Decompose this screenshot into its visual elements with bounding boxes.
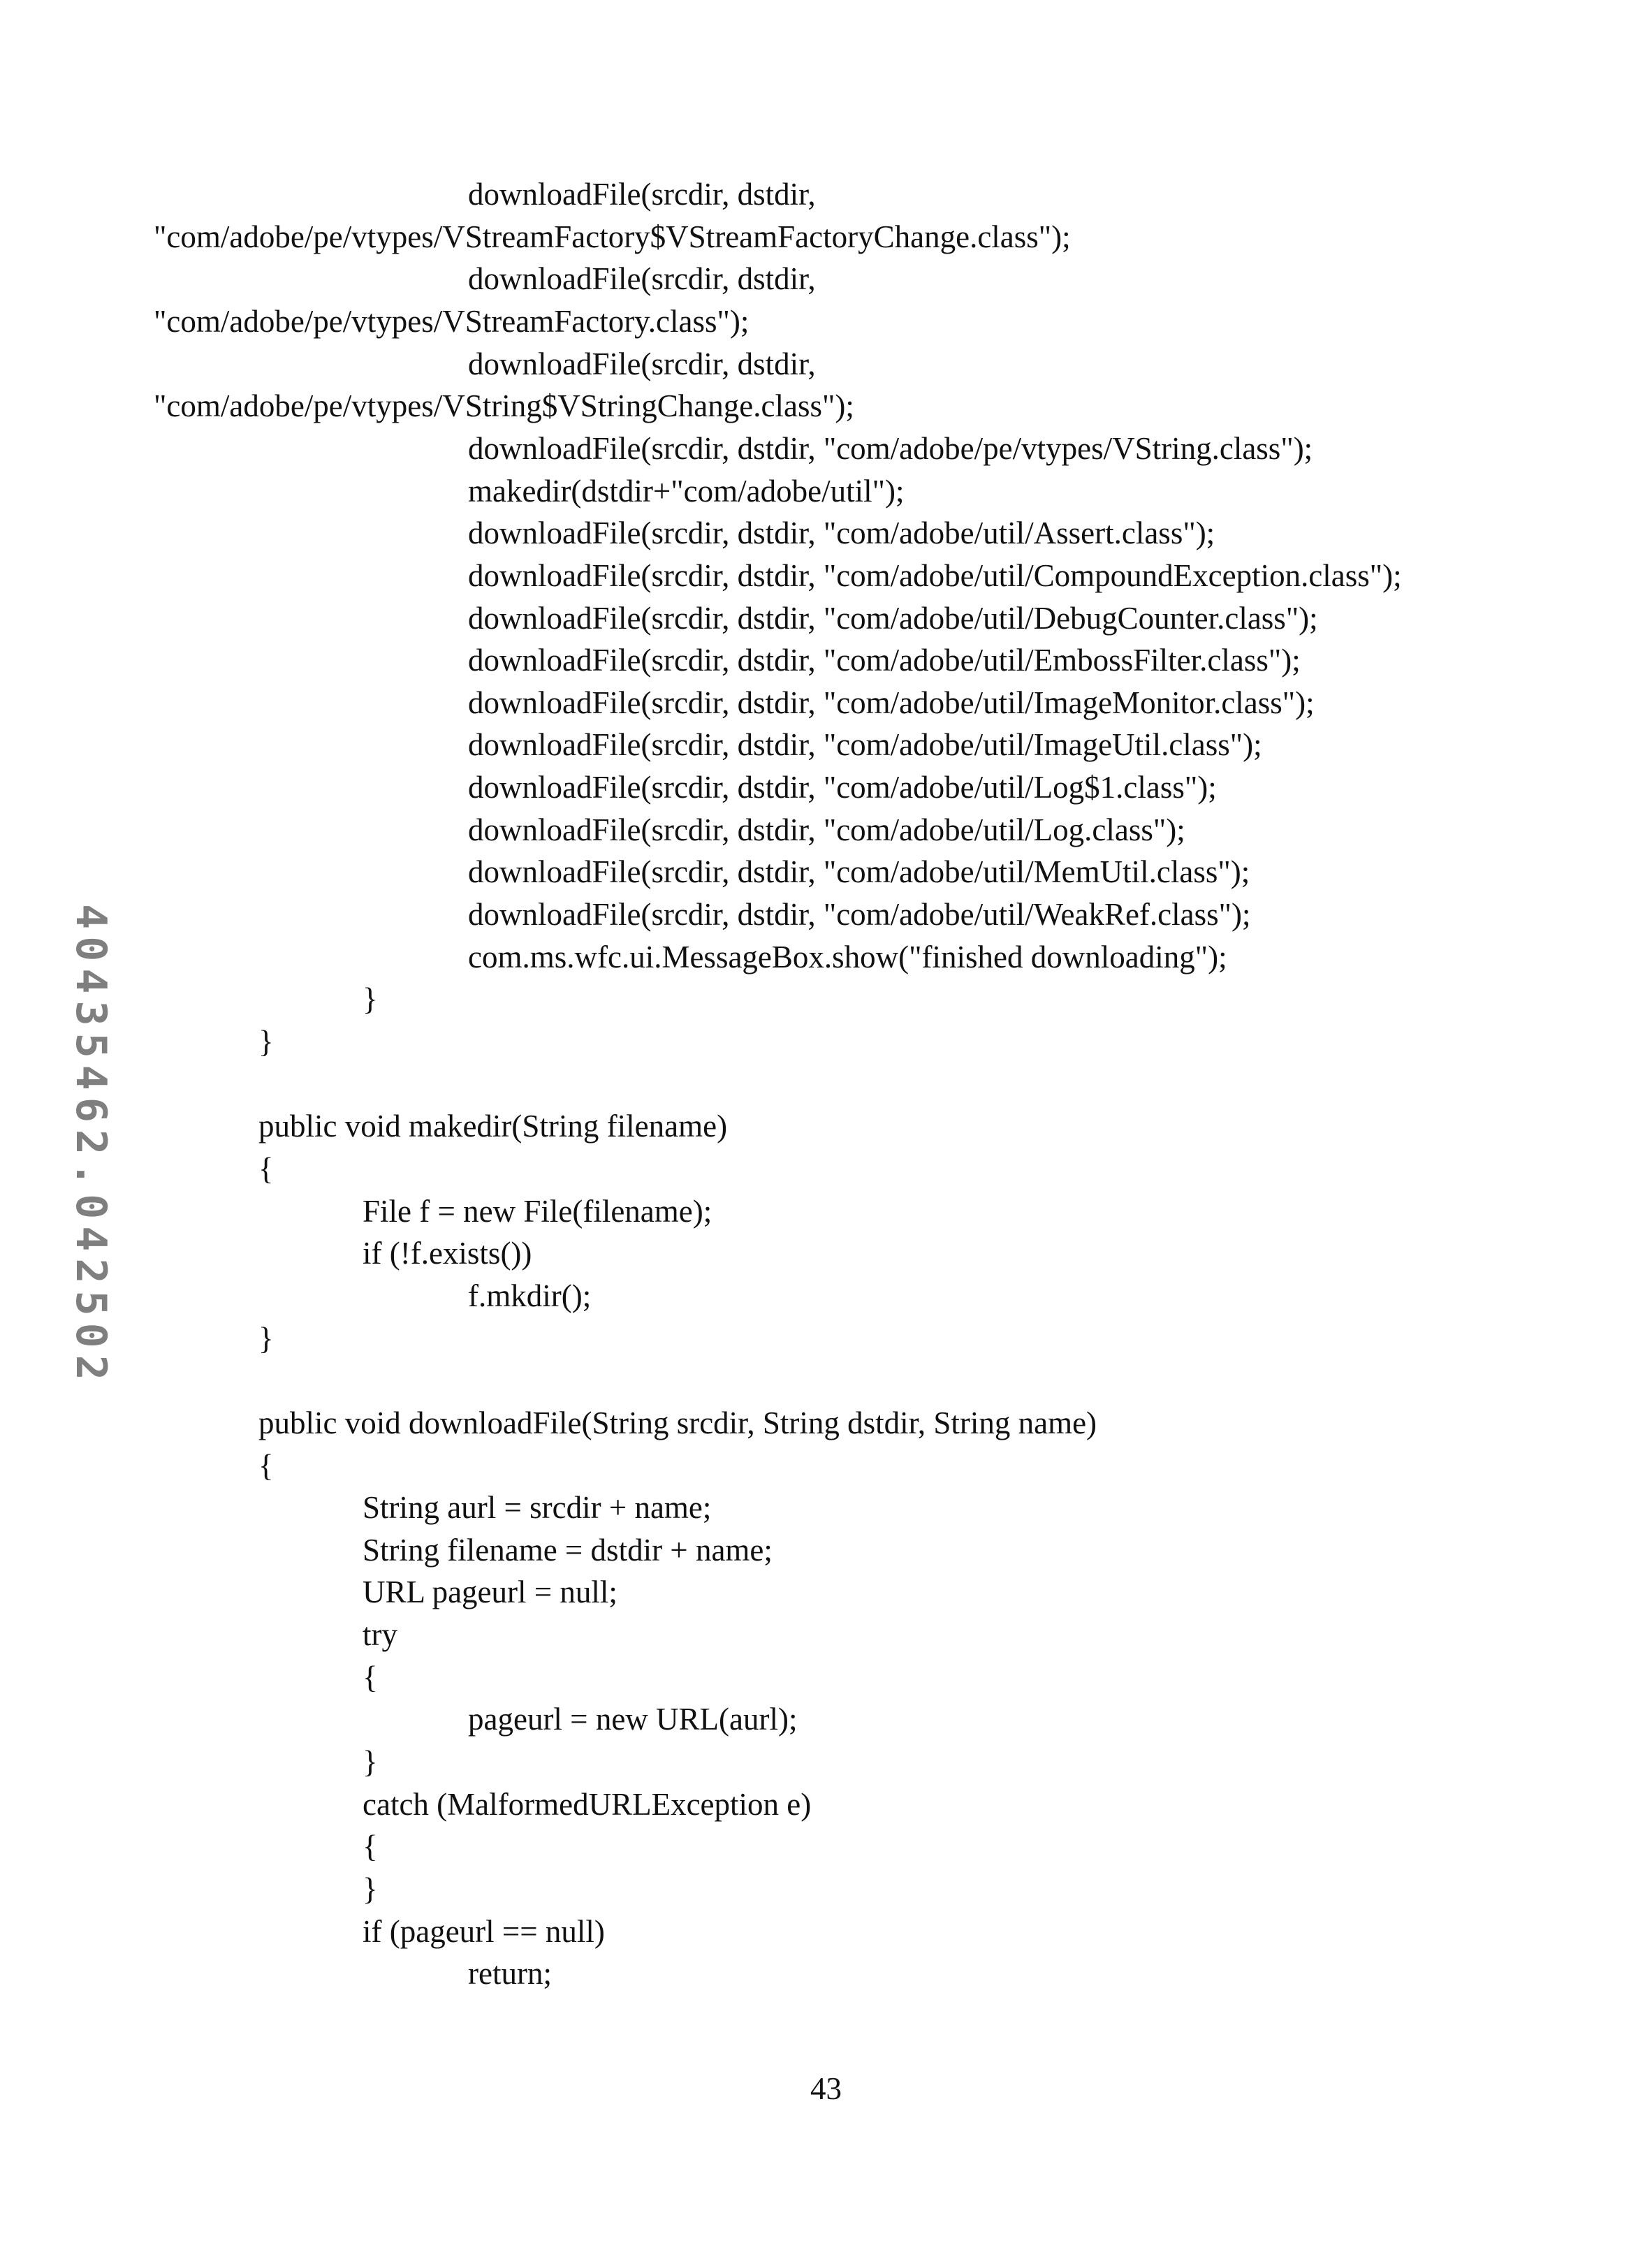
- code-line: makedir(dstdir+"com/adobe/util");: [468, 470, 904, 513]
- code-line: return;: [468, 1952, 552, 1995]
- stamp-text: 40435462.042502: [66, 904, 115, 1387]
- code-line: String aurl = srcdir + name;: [363, 1487, 711, 1529]
- code-line: {: [258, 1148, 274, 1190]
- code-line: public void downloadFile(String srcdir, String dstdir, String name): [258, 1402, 1097, 1445]
- document-id-stamp: [66, 859, 115, 1432]
- code-line: downloadFile(srcdir, dstdir, "com/adobe/util/WeakRef.class");: [468, 893, 1251, 936]
- code-line: downloadFile(srcdir, dstdir, "com/adobe/util/DebugCounter.class");: [468, 597, 1318, 640]
- code-line: pageurl = new URL(aurl);: [468, 1698, 797, 1741]
- code-line: "com/adobe/pe/vtypes/VStreamFactory$VStreamFactoryChange.class");: [154, 216, 1071, 258]
- code-line: downloadFile(srcdir, dstdir, "com/adobe/util/EmbossFilter.class");: [468, 639, 1301, 682]
- code-line: {: [363, 1656, 378, 1699]
- code-line: downloadFile(srcdir, dstdir, "com/adobe/util/ImageMonitor.class");: [468, 682, 1315, 724]
- code-line: try: [363, 1614, 397, 1656]
- code-line: downloadFile(srcdir, dstdir,: [468, 258, 816, 300]
- code-line: com.ms.wfc.ui.MessageBox.show("finished downloading");: [468, 936, 1227, 979]
- code-line: downloadFile(srcdir, dstdir, "com/adobe/util/ImageUtil.class");: [468, 724, 1262, 766]
- code-line: }: [258, 1021, 274, 1063]
- code-line: URL pageurl = null;: [363, 1571, 617, 1614]
- code-line: File f = new File(filename);: [363, 1190, 712, 1233]
- code-line: downloadFile(srcdir, dstdir,: [468, 173, 816, 216]
- code-line: "com/adobe/pe/vtypes/VString$VStringChange.class");: [154, 385, 854, 428]
- code-line: }: [363, 1868, 378, 1911]
- code-line: catch (MalformedURLException e): [363, 1783, 811, 1826]
- code-line: }: [258, 1317, 274, 1360]
- code-line: public void makedir(String filename): [258, 1105, 727, 1148]
- code-line: f.mkdir();: [468, 1275, 591, 1317]
- code-line: if (pageurl == null): [363, 1911, 605, 1953]
- code-line: {: [258, 1445, 274, 1487]
- code-line: }: [363, 1741, 378, 1783]
- page-number: 43: [0, 2068, 1652, 2110]
- code-line: downloadFile(srcdir, dstdir, "com/adobe/util/Assert.class");: [468, 512, 1215, 555]
- code-line: "com/adobe/pe/vtypes/VStreamFactory.class");: [154, 300, 749, 343]
- code-line: downloadFile(srcdir, dstdir,: [468, 343, 816, 386]
- code-line: downloadFile(srcdir, dstdir, "com/adobe/pe/vtypes/VString.class");: [468, 428, 1313, 470]
- code-line: if (!f.exists()): [363, 1232, 532, 1275]
- code-line: }: [363, 978, 378, 1021]
- code-line: downloadFile(srcdir, dstdir, "com/adobe/util/Log$1.class");: [468, 766, 1217, 809]
- code-line: downloadFile(srcdir, dstdir, "com/adobe/util/CompoundException.class");: [468, 555, 1402, 597]
- code-line: downloadFile(srcdir, dstdir, "com/adobe/util/MemUtil.class");: [468, 851, 1250, 893]
- code-line: {: [363, 1825, 378, 1868]
- code-line: downloadFile(srcdir, dstdir, "com/adobe/util/Log.class");: [468, 809, 1185, 852]
- code-line: String filename = dstdir + name;: [363, 1529, 773, 1572]
